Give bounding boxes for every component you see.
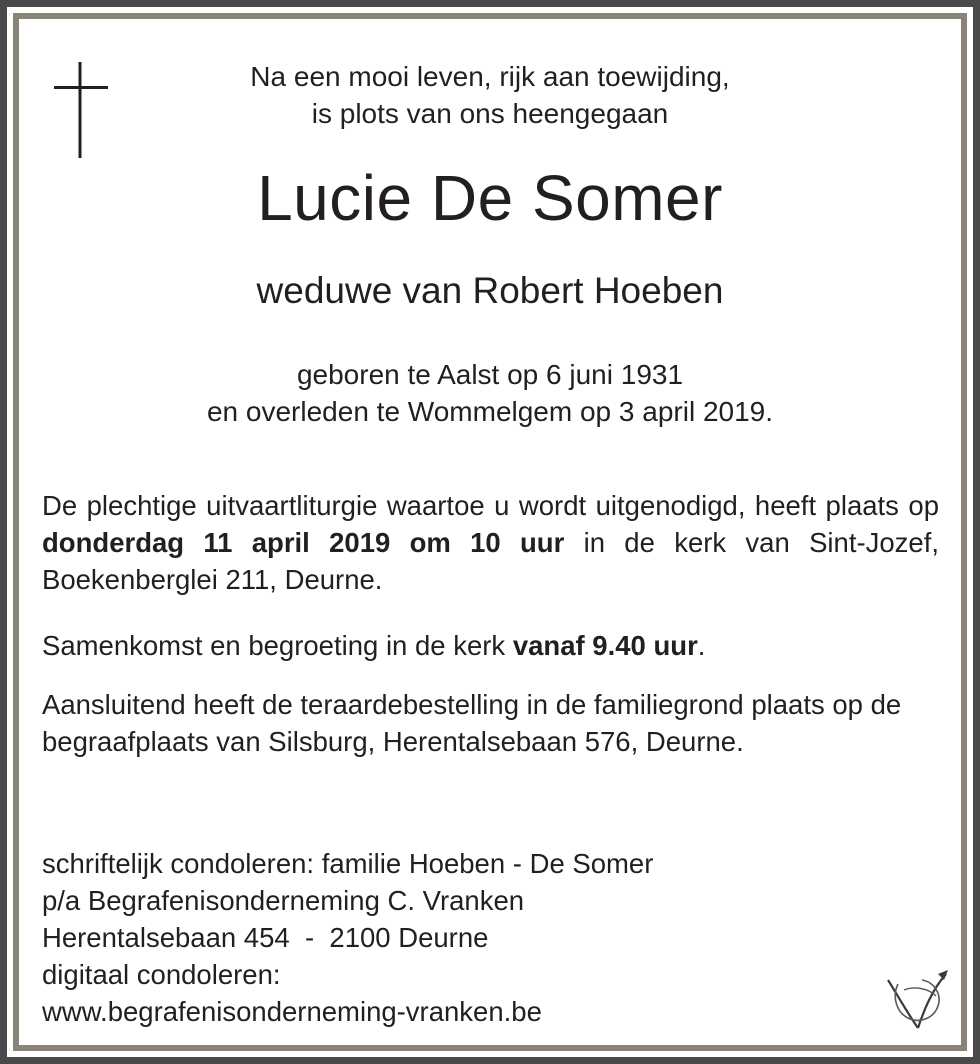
gathering-time: vanaf 9.40 uur <box>512 630 698 661</box>
condolence-info <box>42 845 842 1030</box>
website-link[interactable]: www.begrafenisonderneming-vranken.be <box>42 996 542 1027</box>
funeral-home-logo-icon <box>884 966 952 1034</box>
gathering-paragraph: Samenkomst en begroeting in de kerk vanaf 9.40 uur. <box>42 630 706 661</box>
ceremony-paragraph: De plechtige uitvaartliturgie waartoe u wordt uitgenodigd, heeft plaats op donderdag 11 april 2019 om 10 uur in de kerk van Sint-Jozef, Boekenberglei 211, Deurne. <box>42 490 939 595</box>
birth-line: geboren te Aalst op 6 juni 1931 <box>296 359 684 390</box>
life-dates <box>0 356 980 430</box>
intro-line-2: is plots van ons heengegaan <box>311 98 669 129</box>
contact-line-2: p/a Begrafenisonderneming C. Vranken <box>42 885 525 916</box>
contact-line-3: Herentalsebaan 454 - 2100 Deurne <box>42 922 489 953</box>
widow-of: weduwe van Robert Hoeben <box>256 270 724 311</box>
ceremony-date: donderdag 11 april 2019 om 10 uur <box>42 527 565 558</box>
contact-line-1: schriftelijk condoleren: familie Hoeben - De Somer <box>42 848 654 879</box>
burial-paragraph: Aansluitend heeft de teraardebestelling in de familiegrond plaats op de begraafplaats van Silsburg, Herentalsebaan 576, Deurne. <box>42 689 902 757</box>
deceased-name: Lucie De Somer <box>257 162 723 234</box>
contact-line-4: digitaal condoleren: <box>42 959 281 990</box>
intro-line-1: Na een mooi leven, rijk aan toewijding, <box>250 61 730 92</box>
intro-text <box>0 58 980 132</box>
death-line: en overleden te Wommelgem op 3 april 2019. <box>206 396 774 427</box>
